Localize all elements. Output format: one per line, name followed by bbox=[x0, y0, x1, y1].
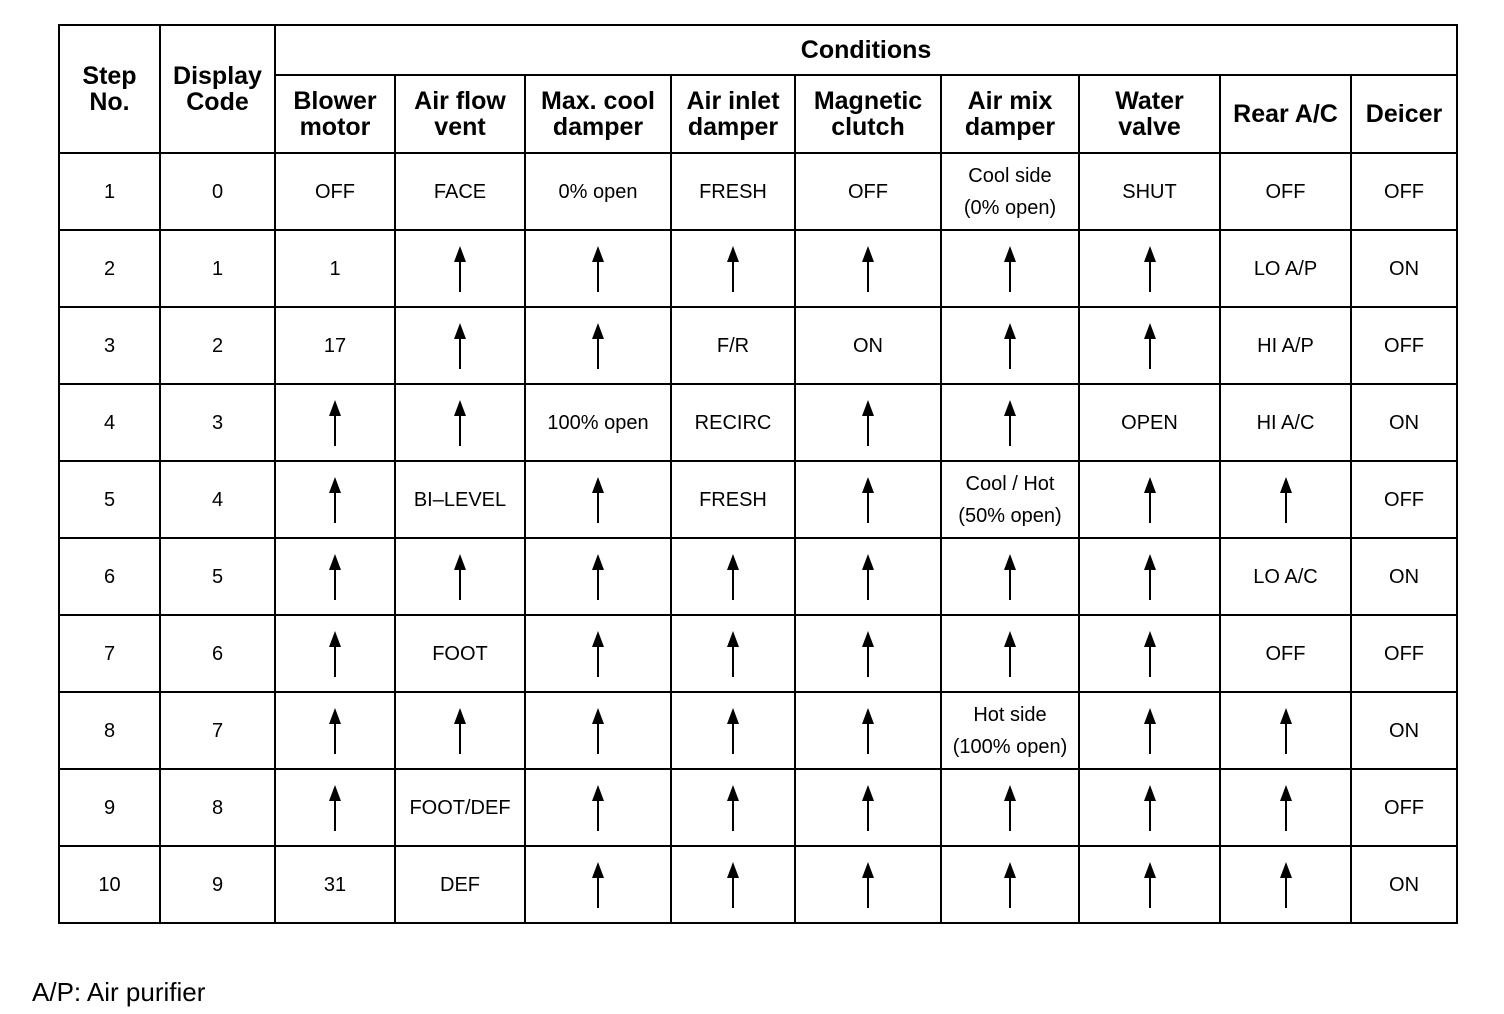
conditions-table bbox=[58, 24, 1458, 924]
cell-air-mix-damper: Cool side (0% open) bbox=[941, 153, 1079, 230]
cell-magnetic-clutch-same bbox=[795, 538, 941, 615]
header-rear-ac: Rear A/C bbox=[1220, 75, 1351, 153]
cell-deicer: ON bbox=[1351, 692, 1457, 769]
up-arrow-icon bbox=[1143, 785, 1157, 831]
up-arrow-icon bbox=[1143, 323, 1157, 369]
cell-deicer: OFF bbox=[1351, 153, 1457, 230]
cell-step-no: 2 bbox=[59, 230, 160, 307]
cell-air-inlet-damper: RECIRC bbox=[671, 384, 795, 461]
up-arrow-icon bbox=[861, 862, 875, 908]
cell-air-mix-damper-same bbox=[941, 538, 1079, 615]
cell-rear-ac: LO A/C bbox=[1220, 538, 1351, 615]
up-arrow-icon bbox=[1003, 400, 1017, 446]
cell-water-valve-same bbox=[1079, 538, 1220, 615]
up-arrow-icon bbox=[1003, 246, 1017, 292]
cell-air-mix-damper-same bbox=[941, 615, 1079, 692]
cell-air-inlet-damper-same bbox=[671, 615, 795, 692]
up-arrow-icon bbox=[861, 785, 875, 831]
cell-display-code: 0 bbox=[160, 153, 275, 230]
up-arrow-icon bbox=[453, 323, 467, 369]
cell-blower-motor-same bbox=[275, 615, 395, 692]
cell-max-cool-damper-same bbox=[525, 538, 671, 615]
cell-magnetic-clutch-same bbox=[795, 692, 941, 769]
cell-max-cool-damper: 0% open bbox=[525, 153, 671, 230]
cell-step-no: 8 bbox=[59, 692, 160, 769]
cell-max-cool-damper-same bbox=[525, 230, 671, 307]
cell-max-cool-damper-same bbox=[525, 769, 671, 846]
cell-step-no: 5 bbox=[59, 461, 160, 538]
table-row bbox=[59, 307, 1457, 384]
cell-rear-ac: HI A/P bbox=[1220, 307, 1351, 384]
table-row bbox=[59, 384, 1457, 461]
up-arrow-icon bbox=[591, 477, 605, 523]
up-arrow-icon bbox=[591, 862, 605, 908]
cell-deicer: OFF bbox=[1351, 769, 1457, 846]
cell-blower-motor: OFF bbox=[275, 153, 395, 230]
cell-deicer: ON bbox=[1351, 230, 1457, 307]
up-arrow-icon bbox=[1003, 862, 1017, 908]
cell-deicer: OFF bbox=[1351, 615, 1457, 692]
up-arrow-icon bbox=[861, 246, 875, 292]
cell-air-mix-damper-same bbox=[941, 769, 1079, 846]
up-arrow-icon bbox=[328, 400, 342, 446]
up-arrow-icon bbox=[453, 708, 467, 754]
footnote: A/P: Air purifier bbox=[32, 977, 206, 1007]
up-arrow-icon bbox=[1003, 785, 1017, 831]
cell-rear-ac: LO A/P bbox=[1220, 230, 1351, 307]
cell-display-code: 9 bbox=[160, 846, 275, 923]
cell-air-mix-damper: Cool / Hot (50% open) bbox=[941, 461, 1079, 538]
header-deicer: Deicer bbox=[1351, 75, 1457, 153]
cell-rear-ac: OFF bbox=[1220, 153, 1351, 230]
up-arrow-icon bbox=[726, 631, 740, 677]
up-arrow-icon bbox=[1279, 785, 1293, 831]
cell-max-cool-damper-same bbox=[525, 692, 671, 769]
up-arrow-icon bbox=[1279, 477, 1293, 523]
cell-deicer: ON bbox=[1351, 538, 1457, 615]
cell-air-mix-damper: Hot side (100% open) bbox=[941, 692, 1079, 769]
up-arrow-icon bbox=[591, 785, 605, 831]
cell-max-cool-damper-same bbox=[525, 461, 671, 538]
cell-air-inlet-damper-same bbox=[671, 230, 795, 307]
up-arrow-icon bbox=[1279, 708, 1293, 754]
cell-air-flow-vent-same bbox=[395, 307, 525, 384]
cell-rear-ac: HI A/C bbox=[1220, 384, 1351, 461]
cell-step-no: 9 bbox=[59, 769, 160, 846]
cell-magnetic-clutch-same bbox=[795, 769, 941, 846]
table-body bbox=[59, 153, 1457, 923]
cell-magnetic-clutch: ON bbox=[795, 307, 941, 384]
cell-air-inlet-damper-same bbox=[671, 692, 795, 769]
up-arrow-icon bbox=[726, 785, 740, 831]
cell-step-no: 3 bbox=[59, 307, 160, 384]
cell-air-inlet-damper: F/R bbox=[671, 307, 795, 384]
table-row bbox=[59, 769, 1457, 846]
cell-water-valve-same bbox=[1079, 230, 1220, 307]
table-row bbox=[59, 538, 1457, 615]
table-row bbox=[59, 846, 1457, 923]
up-arrow-icon bbox=[726, 246, 740, 292]
up-arrow-icon bbox=[1143, 862, 1157, 908]
cell-rear-ac-same bbox=[1220, 461, 1351, 538]
header-water-valve: Water valve bbox=[1079, 75, 1220, 153]
cell-air-flow-vent-same bbox=[395, 230, 525, 307]
cell-water-valve: OPEN bbox=[1079, 384, 1220, 461]
up-arrow-icon bbox=[1279, 862, 1293, 908]
header-conditions: Conditions bbox=[275, 25, 1457, 75]
up-arrow-icon bbox=[453, 554, 467, 600]
header-air-mix-damper: Air mix damper bbox=[941, 75, 1079, 153]
up-arrow-icon bbox=[861, 477, 875, 523]
cell-blower-motor: 31 bbox=[275, 846, 395, 923]
cell-deicer: OFF bbox=[1351, 307, 1457, 384]
cell-deicer: OFF bbox=[1351, 461, 1457, 538]
cell-step-no: 7 bbox=[59, 615, 160, 692]
up-arrow-icon bbox=[591, 246, 605, 292]
up-arrow-icon bbox=[1143, 246, 1157, 292]
up-arrow-icon bbox=[328, 785, 342, 831]
up-arrow-icon bbox=[861, 708, 875, 754]
up-arrow-icon bbox=[591, 554, 605, 600]
cell-air-flow-vent: BI–LEVEL bbox=[395, 461, 525, 538]
up-arrow-icon bbox=[861, 554, 875, 600]
cell-air-inlet-damper: FRESH bbox=[671, 153, 795, 230]
header-air-flow-vent: Air flow vent bbox=[395, 75, 525, 153]
up-arrow-icon bbox=[1143, 631, 1157, 677]
cell-magnetic-clutch-same bbox=[795, 461, 941, 538]
up-arrow-icon bbox=[1003, 554, 1017, 600]
up-arrow-icon bbox=[591, 323, 605, 369]
cell-air-mix-damper-same bbox=[941, 384, 1079, 461]
cell-magnetic-clutch: OFF bbox=[795, 153, 941, 230]
cell-display-code: 7 bbox=[160, 692, 275, 769]
cell-deicer: ON bbox=[1351, 846, 1457, 923]
cell-magnetic-clutch-same bbox=[795, 615, 941, 692]
up-arrow-icon bbox=[1143, 554, 1157, 600]
cell-water-valve-same bbox=[1079, 769, 1220, 846]
cell-water-valve-same bbox=[1079, 615, 1220, 692]
cell-rear-ac-same bbox=[1220, 846, 1351, 923]
up-arrow-icon bbox=[1003, 631, 1017, 677]
cell-magnetic-clutch-same bbox=[795, 230, 941, 307]
cell-display-code: 2 bbox=[160, 307, 275, 384]
header-step-no: Step No. bbox=[59, 25, 160, 153]
cell-air-flow-vent: DEF bbox=[395, 846, 525, 923]
cell-display-code: 4 bbox=[160, 461, 275, 538]
cell-max-cool-damper-same bbox=[525, 615, 671, 692]
cell-blower-motor-same bbox=[275, 692, 395, 769]
cell-step-no: 6 bbox=[59, 538, 160, 615]
table-row bbox=[59, 692, 1457, 769]
up-arrow-icon bbox=[328, 708, 342, 754]
up-arrow-icon bbox=[726, 554, 740, 600]
up-arrow-icon bbox=[1143, 708, 1157, 754]
table-row bbox=[59, 230, 1457, 307]
table-row bbox=[59, 153, 1457, 230]
up-arrow-icon bbox=[591, 708, 605, 754]
cell-step-no: 10 bbox=[59, 846, 160, 923]
up-arrow-icon bbox=[328, 554, 342, 600]
cell-magnetic-clutch-same bbox=[795, 384, 941, 461]
up-arrow-icon bbox=[328, 477, 342, 523]
cell-step-no: 1 bbox=[59, 153, 160, 230]
header-magnetic-clutch: Magnetic clutch bbox=[795, 75, 941, 153]
cell-air-inlet-damper: FRESH bbox=[671, 461, 795, 538]
cell-air-flow-vent-same bbox=[395, 384, 525, 461]
cell-display-code: 5 bbox=[160, 538, 275, 615]
cell-water-valve-same bbox=[1079, 307, 1220, 384]
cell-blower-motor: 17 bbox=[275, 307, 395, 384]
table-row bbox=[59, 461, 1457, 538]
cell-blower-motor: 1 bbox=[275, 230, 395, 307]
cell-air-inlet-damper-same bbox=[671, 538, 795, 615]
cell-water-valve-same bbox=[1079, 846, 1220, 923]
up-arrow-icon bbox=[1143, 477, 1157, 523]
cell-blower-motor-same bbox=[275, 538, 395, 615]
cell-water-valve: SHUT bbox=[1079, 153, 1220, 230]
table-row bbox=[59, 615, 1457, 692]
header-max-cool-damper: Max. cool damper bbox=[525, 75, 671, 153]
header-display-code: Display Code bbox=[160, 25, 275, 153]
up-arrow-icon bbox=[328, 631, 342, 677]
cell-air-flow-vent: FOOT bbox=[395, 615, 525, 692]
cell-display-code: 8 bbox=[160, 769, 275, 846]
cell-air-flow-vent-same bbox=[395, 538, 525, 615]
cell-water-valve-same bbox=[1079, 692, 1220, 769]
cell-air-mix-damper-same bbox=[941, 307, 1079, 384]
cell-display-code: 6 bbox=[160, 615, 275, 692]
cell-air-flow-vent: FOOT/DEF bbox=[395, 769, 525, 846]
cell-max-cool-damper-same bbox=[525, 846, 671, 923]
header-blower-motor: Blower motor bbox=[275, 75, 395, 153]
up-arrow-icon bbox=[726, 708, 740, 754]
cell-max-cool-damper-same bbox=[525, 307, 671, 384]
cell-display-code: 3 bbox=[160, 384, 275, 461]
up-arrow-icon bbox=[861, 400, 875, 446]
cell-step-no: 4 bbox=[59, 384, 160, 461]
up-arrow-icon bbox=[861, 631, 875, 677]
cell-water-valve-same bbox=[1079, 461, 1220, 538]
header-air-inlet-damper: Air inlet damper bbox=[671, 75, 795, 153]
header-row-top bbox=[59, 25, 1457, 75]
cell-deicer: ON bbox=[1351, 384, 1457, 461]
cell-rear-ac-same bbox=[1220, 769, 1351, 846]
up-arrow-icon bbox=[591, 631, 605, 677]
up-arrow-icon bbox=[1003, 323, 1017, 369]
up-arrow-icon bbox=[453, 400, 467, 446]
cell-max-cool-damper: 100% open bbox=[525, 384, 671, 461]
cell-air-inlet-damper-same bbox=[671, 846, 795, 923]
cell-display-code: 1 bbox=[160, 230, 275, 307]
cell-air-mix-damper-same bbox=[941, 846, 1079, 923]
cell-blower-motor-same bbox=[275, 461, 395, 538]
up-arrow-icon bbox=[726, 862, 740, 908]
cell-rear-ac: OFF bbox=[1220, 615, 1351, 692]
cell-magnetic-clutch-same bbox=[795, 846, 941, 923]
up-arrow-icon bbox=[453, 246, 467, 292]
cell-blower-motor-same bbox=[275, 384, 395, 461]
cell-blower-motor-same bbox=[275, 769, 395, 846]
cell-air-flow-vent-same bbox=[395, 692, 525, 769]
cell-air-mix-damper-same bbox=[941, 230, 1079, 307]
cell-air-inlet-damper-same bbox=[671, 769, 795, 846]
cell-rear-ac-same bbox=[1220, 692, 1351, 769]
cell-air-flow-vent: FACE bbox=[395, 153, 525, 230]
